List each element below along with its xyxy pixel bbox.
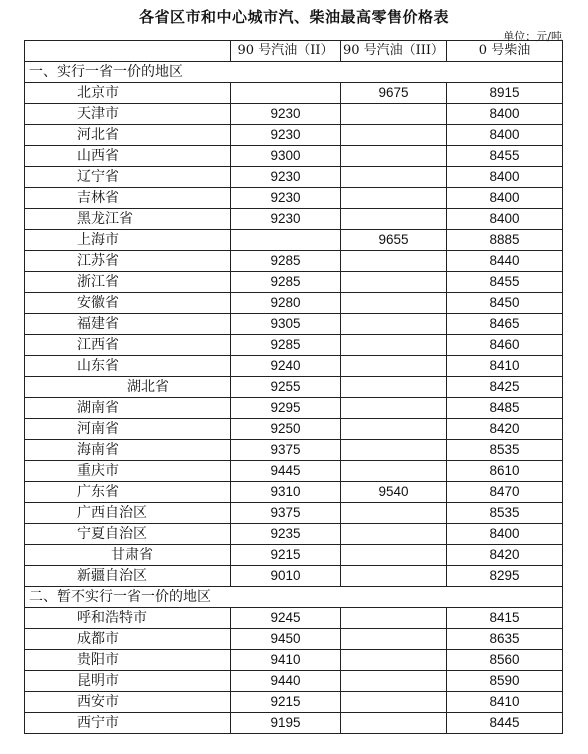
- gasoline-90-iii-cell: [341, 209, 447, 230]
- diesel-0-cell: 8295: [447, 566, 563, 587]
- table-row: [25, 566, 563, 587]
- gasoline-90-iii-cell: [341, 524, 447, 545]
- gasoline-90-iii-cell: [341, 293, 447, 314]
- region-name-cell: 广东省: [25, 482, 231, 503]
- gasoline-90-iii-cell: [341, 440, 447, 461]
- gasoline-90-ii-cell: 9280: [231, 293, 341, 314]
- table-body: [25, 62, 563, 734]
- gasoline-90-ii-cell: 9285: [231, 272, 341, 293]
- table-row: [25, 83, 563, 104]
- region-name-cell: 新疆自治区: [25, 566, 231, 587]
- gasoline-90-iii-cell: [341, 566, 447, 587]
- table-row: [25, 524, 563, 545]
- table-row: [25, 335, 563, 356]
- diesel-0-cell: 8400: [447, 209, 563, 230]
- region-name-cell: 广西自治区: [25, 503, 231, 524]
- table-row: [25, 440, 563, 461]
- region-name-cell: 山西省: [25, 146, 231, 167]
- region-name-cell: 宁夏自治区: [25, 524, 231, 545]
- diesel-0-cell: 8485: [447, 398, 563, 419]
- gasoline-90-ii-cell: 9305: [231, 314, 341, 335]
- region-name-cell: 湖北省: [25, 377, 231, 398]
- gasoline-90-ii-cell: 9445: [231, 461, 341, 482]
- table-row: [25, 482, 563, 503]
- gasoline-90-ii-cell: 9195: [231, 713, 341, 734]
- diesel-0-cell: 8590: [447, 671, 563, 692]
- gasoline-90-iii-cell: [341, 692, 447, 713]
- diesel-0-cell: 8465: [447, 314, 563, 335]
- table-row: [25, 209, 563, 230]
- diesel-0-cell: 8455: [447, 272, 563, 293]
- unit-label: 单位：元/吨: [503, 30, 562, 43]
- diesel-0-cell: 8400: [447, 524, 563, 545]
- region-name-cell: 重庆市: [25, 461, 231, 482]
- page-title: 各省区市和中心城市汽、柴油最高零售价格表: [138, 8, 449, 26]
- region-name-cell: 甘肃省: [25, 545, 231, 566]
- table-row: [25, 167, 563, 188]
- section-label: 一、实行一省一价的地区: [25, 62, 563, 83]
- gasoline-90-ii-cell: 9285: [231, 251, 341, 272]
- header-region: [25, 41, 231, 62]
- header-gasoline-90-iii: 90 号汽油（III）: [341, 41, 447, 62]
- gasoline-90-iii-cell: 9540: [341, 482, 447, 503]
- region-name-cell: 西宁市: [25, 713, 231, 734]
- gasoline-90-iii-cell: [341, 104, 447, 125]
- diesel-0-cell: 8445: [447, 713, 563, 734]
- region-name-cell: 黑龙江省: [25, 209, 231, 230]
- gasoline-90-iii-cell: [341, 419, 447, 440]
- gasoline-90-ii-cell: 9440: [231, 671, 341, 692]
- gasoline-90-iii-cell: [341, 335, 447, 356]
- gasoline-90-iii-cell: [341, 356, 447, 377]
- gasoline-90-ii-cell: 9230: [231, 125, 341, 146]
- gasoline-90-iii-cell: [341, 167, 447, 188]
- table-row: [25, 692, 563, 713]
- table-row: [25, 671, 563, 692]
- gasoline-90-iii-cell: [341, 608, 447, 629]
- gasoline-90-iii-cell: [341, 671, 447, 692]
- region-name-cell: 北京市: [25, 83, 231, 104]
- gasoline-90-ii-cell: 9255: [231, 377, 341, 398]
- region-name-cell: 安徽省: [25, 293, 231, 314]
- section-row: [25, 62, 563, 83]
- diesel-0-cell: 8425: [447, 377, 563, 398]
- gasoline-90-iii-cell: [341, 125, 447, 146]
- table-row: [25, 272, 563, 293]
- table-row: [25, 377, 563, 398]
- gasoline-90-ii-cell: 9230: [231, 104, 341, 125]
- gasoline-90-ii-cell: 9235: [231, 524, 341, 545]
- gasoline-90-ii-cell: [231, 83, 341, 104]
- diesel-0-cell: 8410: [447, 692, 563, 713]
- gasoline-90-ii-cell: 9250: [231, 419, 341, 440]
- region-name-cell: 成都市: [25, 629, 231, 650]
- table-row: [25, 230, 563, 251]
- gasoline-90-iii-cell: [341, 398, 447, 419]
- gasoline-90-ii-cell: 9215: [231, 692, 341, 713]
- gasoline-90-ii-cell: 9230: [231, 209, 341, 230]
- diesel-0-cell: 8455: [447, 146, 563, 167]
- gasoline-90-iii-cell: [341, 377, 447, 398]
- region-name-cell: 吉林省: [25, 188, 231, 209]
- gasoline-90-ii-cell: [231, 230, 341, 251]
- diesel-0-cell: 8535: [447, 503, 563, 524]
- table-row: [25, 419, 563, 440]
- diesel-0-cell: 8400: [447, 167, 563, 188]
- table-header-row: [25, 41, 563, 62]
- gasoline-90-ii-cell: 9375: [231, 503, 341, 524]
- table-row: [25, 293, 563, 314]
- diesel-0-cell: 8635: [447, 629, 563, 650]
- diesel-0-cell: 8400: [447, 104, 563, 125]
- table-row: [25, 650, 563, 671]
- gasoline-90-iii-cell: [341, 650, 447, 671]
- gasoline-90-iii-cell: [341, 146, 447, 167]
- table-row: [25, 545, 563, 566]
- gasoline-90-ii-cell: 9010: [231, 566, 341, 587]
- gasoline-90-iii-cell: [341, 461, 447, 482]
- table-row: [25, 314, 563, 335]
- gasoline-90-iii-cell: [341, 272, 447, 293]
- table-row: [25, 713, 563, 734]
- table-row: [25, 608, 563, 629]
- table-row: [25, 188, 563, 209]
- gasoline-90-iii-cell: 9655: [341, 230, 447, 251]
- gasoline-90-ii-cell: 9230: [231, 167, 341, 188]
- table-row: [25, 125, 563, 146]
- region-name-cell: 呼和浩特市: [25, 608, 231, 629]
- diesel-0-cell: 8420: [447, 419, 563, 440]
- region-name-cell: 昆明市: [25, 671, 231, 692]
- table-row: [25, 104, 563, 125]
- table-row: [25, 356, 563, 377]
- diesel-0-cell: 8440: [447, 251, 563, 272]
- diesel-0-cell: 8610: [447, 461, 563, 482]
- gasoline-90-iii-cell: [341, 713, 447, 734]
- region-name-cell: 河北省: [25, 125, 231, 146]
- price-table: [24, 40, 563, 734]
- region-name-cell: 湖南省: [25, 398, 231, 419]
- table-row: [25, 146, 563, 167]
- gasoline-90-iii-cell: 9675: [341, 83, 447, 104]
- region-name-cell: 浙江省: [25, 272, 231, 293]
- gasoline-90-ii-cell: 9450: [231, 629, 341, 650]
- gasoline-90-ii-cell: 9230: [231, 188, 341, 209]
- gasoline-90-iii-cell: [341, 188, 447, 209]
- region-name-cell: 天津市: [25, 104, 231, 125]
- gasoline-90-iii-cell: [341, 629, 447, 650]
- region-name-cell: 贵阳市: [25, 650, 231, 671]
- gasoline-90-ii-cell: 9240: [231, 356, 341, 377]
- table-row: [25, 629, 563, 650]
- table-row: [25, 398, 563, 419]
- gasoline-90-ii-cell: 9300: [231, 146, 341, 167]
- diesel-0-cell: 8420: [447, 545, 563, 566]
- header-gasoline-90-ii: 90 号汽油（II）: [231, 41, 341, 62]
- gasoline-90-ii-cell: 9285: [231, 335, 341, 356]
- section-row: [25, 587, 563, 608]
- gasoline-90-iii-cell: [341, 314, 447, 335]
- region-name-cell: 河南省: [25, 419, 231, 440]
- region-name-cell: 辽宁省: [25, 167, 231, 188]
- gasoline-90-ii-cell: 9310: [231, 482, 341, 503]
- gasoline-90-iii-cell: [341, 251, 447, 272]
- region-name-cell: 山东省: [25, 356, 231, 377]
- gasoline-90-ii-cell: 9375: [231, 440, 341, 461]
- header-diesel-0: 0 号柴油: [447, 41, 563, 62]
- diesel-0-cell: 8450: [447, 293, 563, 314]
- table-row: [25, 503, 563, 524]
- diesel-0-cell: 8460: [447, 335, 563, 356]
- table-row: [25, 251, 563, 272]
- gasoline-90-ii-cell: 9245: [231, 608, 341, 629]
- gasoline-90-ii-cell: 9215: [231, 545, 341, 566]
- region-name-cell: 江苏省: [25, 251, 231, 272]
- gasoline-90-ii-cell: 9295: [231, 398, 341, 419]
- gasoline-90-ii-cell: 9410: [231, 650, 341, 671]
- region-name-cell: 海南省: [25, 440, 231, 461]
- diesel-0-cell: 8400: [447, 125, 563, 146]
- diesel-0-cell: 8535: [447, 440, 563, 461]
- diesel-0-cell: 8410: [447, 356, 563, 377]
- diesel-0-cell: 8400: [447, 188, 563, 209]
- gasoline-90-iii-cell: [341, 503, 447, 524]
- diesel-0-cell: 8470: [447, 482, 563, 503]
- diesel-0-cell: 8415: [447, 608, 563, 629]
- diesel-0-cell: 8915: [447, 83, 563, 104]
- region-name-cell: 江西省: [25, 335, 231, 356]
- table-row: [25, 461, 563, 482]
- gasoline-90-iii-cell: [341, 545, 447, 566]
- diesel-0-cell: 8885: [447, 230, 563, 251]
- section-label: 二、暂不实行一省一价的地区: [25, 587, 563, 608]
- region-name-cell: 福建省: [25, 314, 231, 335]
- diesel-0-cell: 8560: [447, 650, 563, 671]
- region-name-cell: 西安市: [25, 692, 231, 713]
- region-name-cell: 上海市: [25, 230, 231, 251]
